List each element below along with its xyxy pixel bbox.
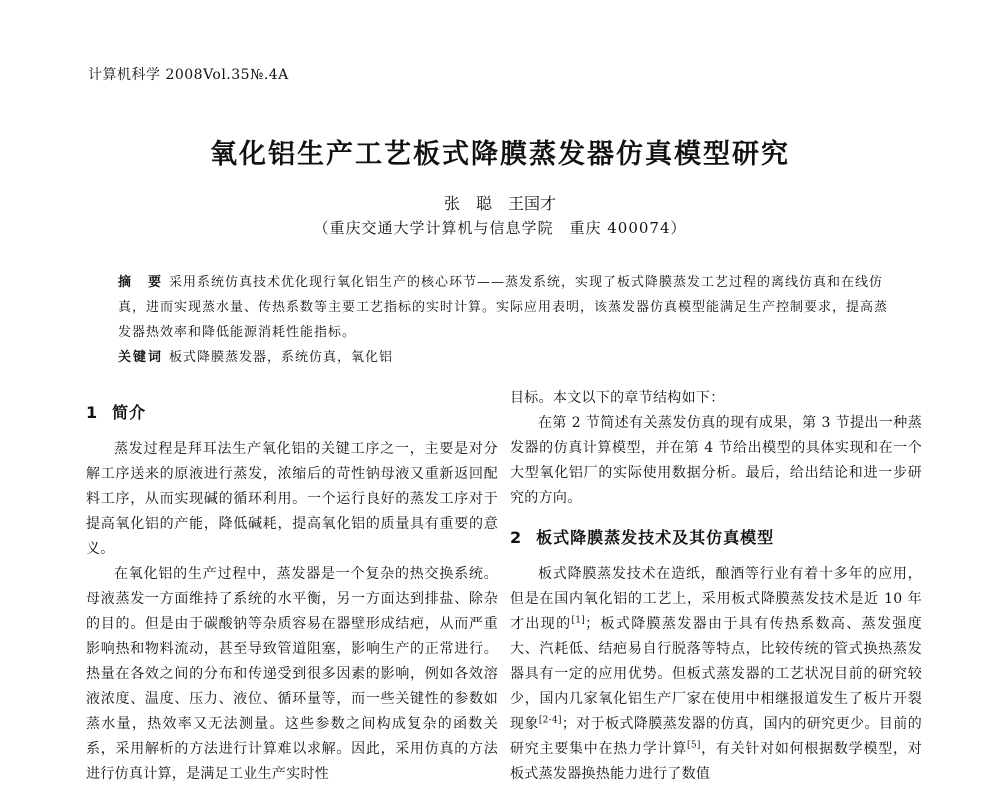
section-1-title: 简介 <box>112 403 147 422</box>
section-2-paragraph-1 <box>510 562 922 787</box>
keywords-label: 关键词 <box>118 350 164 365</box>
intro-paragraph-3: 在第 2 节简述有关蒸发仿真的现有成果，第 3 节提出一种蒸发器的仿真计算模型，并在第 4 节给出模型的具体实现和在一个大型氧化铝厂的实际使用数据分析。最后，给出结论和进一步研究的方向。 <box>510 415 922 506</box>
section-1-heading <box>86 400 498 425</box>
authors: 张 聪 王国才 <box>443 194 556 213</box>
abstract-label: 摘 要 <box>118 275 164 290</box>
right-column <box>510 386 922 787</box>
intro-paragraph-continued: 目标。本文以下的章节结构如下： <box>510 390 725 406</box>
intro-paragraph-1: 蒸发过程是拜耳法生产氧化铝的关键工序之一，主要是对分解工序送来的原液进行蒸发，浓缩后的苛性钠母液又重新返回配料工序，从而实现碱的循环利用。一个运行良好的蒸发工序对于提高氧化铝的产能，降低碱耗，提高氧化铝的质量具有重要的意义。 <box>86 441 498 557</box>
section-2-number: 2 <box>510 528 523 547</box>
paper-title: 氧化铝生产工艺板式降膜蒸发器仿真模型研究 <box>210 139 790 170</box>
journal-header: 计算机科学 2008Vol.35№.4A <box>88 67 289 83</box>
abstract-paragraph <box>118 270 888 345</box>
affiliation: （重庆交通大学计算机与信息学院 重庆 400074） <box>313 219 687 237</box>
abstract-text: 采用系统仿真技术优化现行氧化铝生产的核心环节——蒸发系统，实现了板式降膜蒸发工艺过程的离线仿真和在线仿真，进而实现蒸水量、传热系数等主要工艺指标的实时计算。实际应用表明，该蒸发器仿真模型能满足生产控制要求，提高蒸发器热效率和降低能源消耗性能指标。 <box>118 275 889 340</box>
citation-ref-1: [1] <box>571 615 586 626</box>
intro-paragraph-2: 在氧化铝的生产过程中，蒸发器是一个复杂的热交换系统。母液蒸发一方面维持了系统的水平衡，另一方面达到排盐、除杂的目的。但是由于碳酸钠等杂质容易在器壁形成结疤，从而严重影响热和物料流动，甚至导致管道阻塞，影响生产的正常进行。热量在各效之间的分布和传递受到很多因素的影响，例如各效溶液浓度、温度、压力、液位、循环量等，而一些关键性的参数如蒸水量，热效率又无法测量。这些参数之间构成复杂的函数关系，采用解析的方法进行计算难以求解。因此，采用仿真的方法进行仿真计算，是满足工业生产实时性 <box>86 566 498 782</box>
keywords-text: 板式降膜蒸发器，系统仿真，氧化铝 <box>169 350 394 365</box>
left-column <box>86 386 498 787</box>
abstract-block <box>118 270 888 370</box>
citation-ref-5: [5] <box>687 740 701 751</box>
section-2-title: 板式降膜蒸发技术及其仿真模型 <box>536 528 775 547</box>
section-2-text-a: 板式降膜蒸发技术在造纸，酿酒等行业有着十多年的应用，但是在国内氧化铝的工艺上，采用板式降膜蒸发技术是近 10 年才出现的 <box>510 566 922 632</box>
citation-ref-2-4: [2-4] <box>538 715 562 726</box>
section-2-text-b: ；板式降膜蒸发器由于具有传热系数高、蒸发强度大、汽耗低、结疤易自行脱落等特点，比较传统的管式换热蒸发器具有一定的应用优势。但板式蒸发器的工艺状况目前的研究较少，国内几家氧化铝生产厂家在使用中相继报道发生了板片开裂现象 <box>510 616 922 732</box>
section-1-number: 1 <box>86 403 99 422</box>
section-2-text-d: ，有关针对如何根据数学模型，对板式蒸发器换热能力进行了数值 <box>510 741 922 782</box>
keywords-line <box>118 345 888 370</box>
section-2-text-c: ；对于板式降膜蒸发器的仿真，国内的研究更少。目前的研究主要集中在热力学计算 <box>510 716 922 757</box>
section-2-heading <box>510 525 922 550</box>
